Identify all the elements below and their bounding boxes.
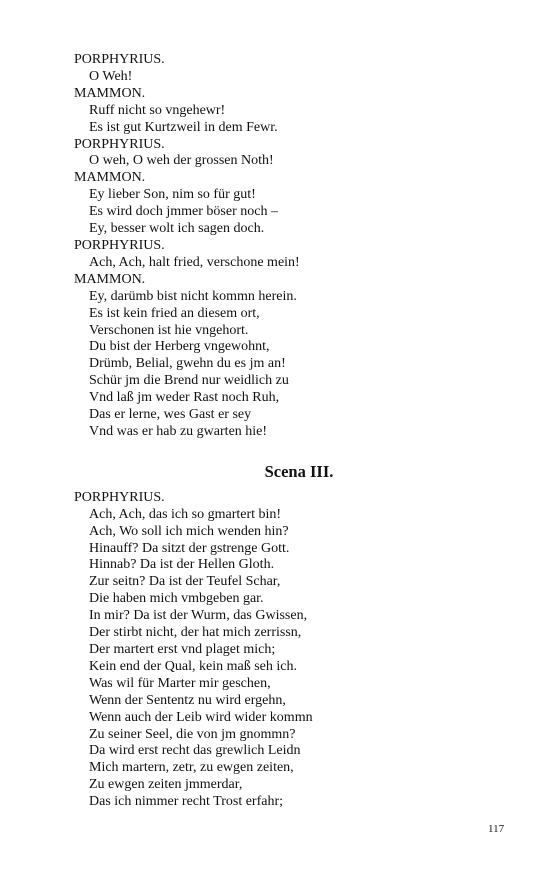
verse-line: Ey lieber Son, nim so für gut! xyxy=(89,187,256,203)
speaker-name: PORPHYRIUS. xyxy=(74,136,165,152)
page-number: 117 xyxy=(488,823,505,835)
verse-line: Drümb, Belial, gwehn du es jm an! xyxy=(89,356,286,372)
speaker-name: PORPHYRIUS. xyxy=(74,52,165,67)
speaker-name: MAMMON. xyxy=(74,170,146,186)
verse-line: Ey, besser wolt ich sagen doch. xyxy=(89,221,265,237)
scene-title: Scena III. xyxy=(264,461,334,481)
verse-line: Hinauff? Da sitzt der gstrenge Gott. xyxy=(89,540,290,556)
speaker-name: PORPHYRIUS. xyxy=(74,489,165,505)
verse-line: Ruff nicht so vngehewr! xyxy=(89,102,226,118)
verse-line: Es wird doch jmmer böser noch – xyxy=(89,204,278,220)
verse-line: Es ist gut Kurtzweil in dem Fewr. xyxy=(89,119,278,135)
verse-line: Mich martern, zetr, zu ewgen zeiten, xyxy=(89,760,294,776)
dialogue-section-1 xyxy=(74,52,494,441)
verse-line: Wenn der Sententz nu wird ergehn, xyxy=(89,692,286,708)
verse-line: Zu ewgen zeiten jmmerdar, xyxy=(89,777,243,793)
verse-line: Die haben mich vmbgeben gar. xyxy=(89,591,264,607)
verse-line: Hinnab? Da ist der Hellen Gloth. xyxy=(89,557,275,573)
dialogue-section-2 xyxy=(74,490,494,811)
verse-line: Der stirbt nicht, der hat mich zerrissn, xyxy=(89,625,302,641)
verse-line: Zur seitn? Da ist der Teufel Schar, xyxy=(89,574,281,590)
verse-line: Ach, Ach, halt fried, verschone mein! xyxy=(89,254,300,270)
verse-line: O weh, O weh der grossen Noth! xyxy=(89,153,274,169)
verse-line: Da wird erst recht das grewlich Leidn xyxy=(89,743,301,759)
speaker-name: PORPHYRIUS. xyxy=(74,237,165,253)
verse-line: Schür jm die Brend nur weidlich zu xyxy=(89,373,289,389)
verse-line: Ach, Wo soll ich mich wenden hin? xyxy=(89,523,289,539)
verse-line: In mir? Da ist der Wurm, das Gwissen, xyxy=(89,608,308,624)
verse-line: Ach, Ach, das ich so gmartert bin! xyxy=(89,506,282,522)
verse-line: Wenn auch der Leib wird wider kommn xyxy=(89,709,313,725)
verse-line: Das ich nimmer recht Trost erfahr; xyxy=(89,794,284,810)
speaker-name: MAMMON. xyxy=(74,271,146,287)
verse-line: Du bist der Herberg vngewohnt, xyxy=(89,339,270,355)
page-body xyxy=(74,52,494,811)
verse-line: Kein end der Qual, kein maß seh ich. xyxy=(89,658,297,674)
verse-line: O Weh! xyxy=(89,68,133,84)
verse-line: Was wil für Marter mir geschen, xyxy=(89,675,271,691)
verse-line: Vnd was er hab zu gwarten hie! xyxy=(89,423,268,439)
verse-line: Vnd laß jm weder Rast noch Ruh, xyxy=(89,390,280,406)
verse-line: Verschonen ist hie vngehort. xyxy=(89,322,249,338)
verse-line: Zu seiner Seel, die von jm gnommn? xyxy=(89,726,296,742)
verse-line: Das er lerne, wes Gast er sey xyxy=(89,407,252,423)
verse-line: Es ist kein fried an diesem ort, xyxy=(89,305,260,321)
speaker-name: MAMMON. xyxy=(74,85,146,101)
verse-line: Ey, darümb bist nicht kommn herein. xyxy=(89,288,297,304)
verse-line: Der martert erst vnd plaget mich; xyxy=(89,642,276,657)
